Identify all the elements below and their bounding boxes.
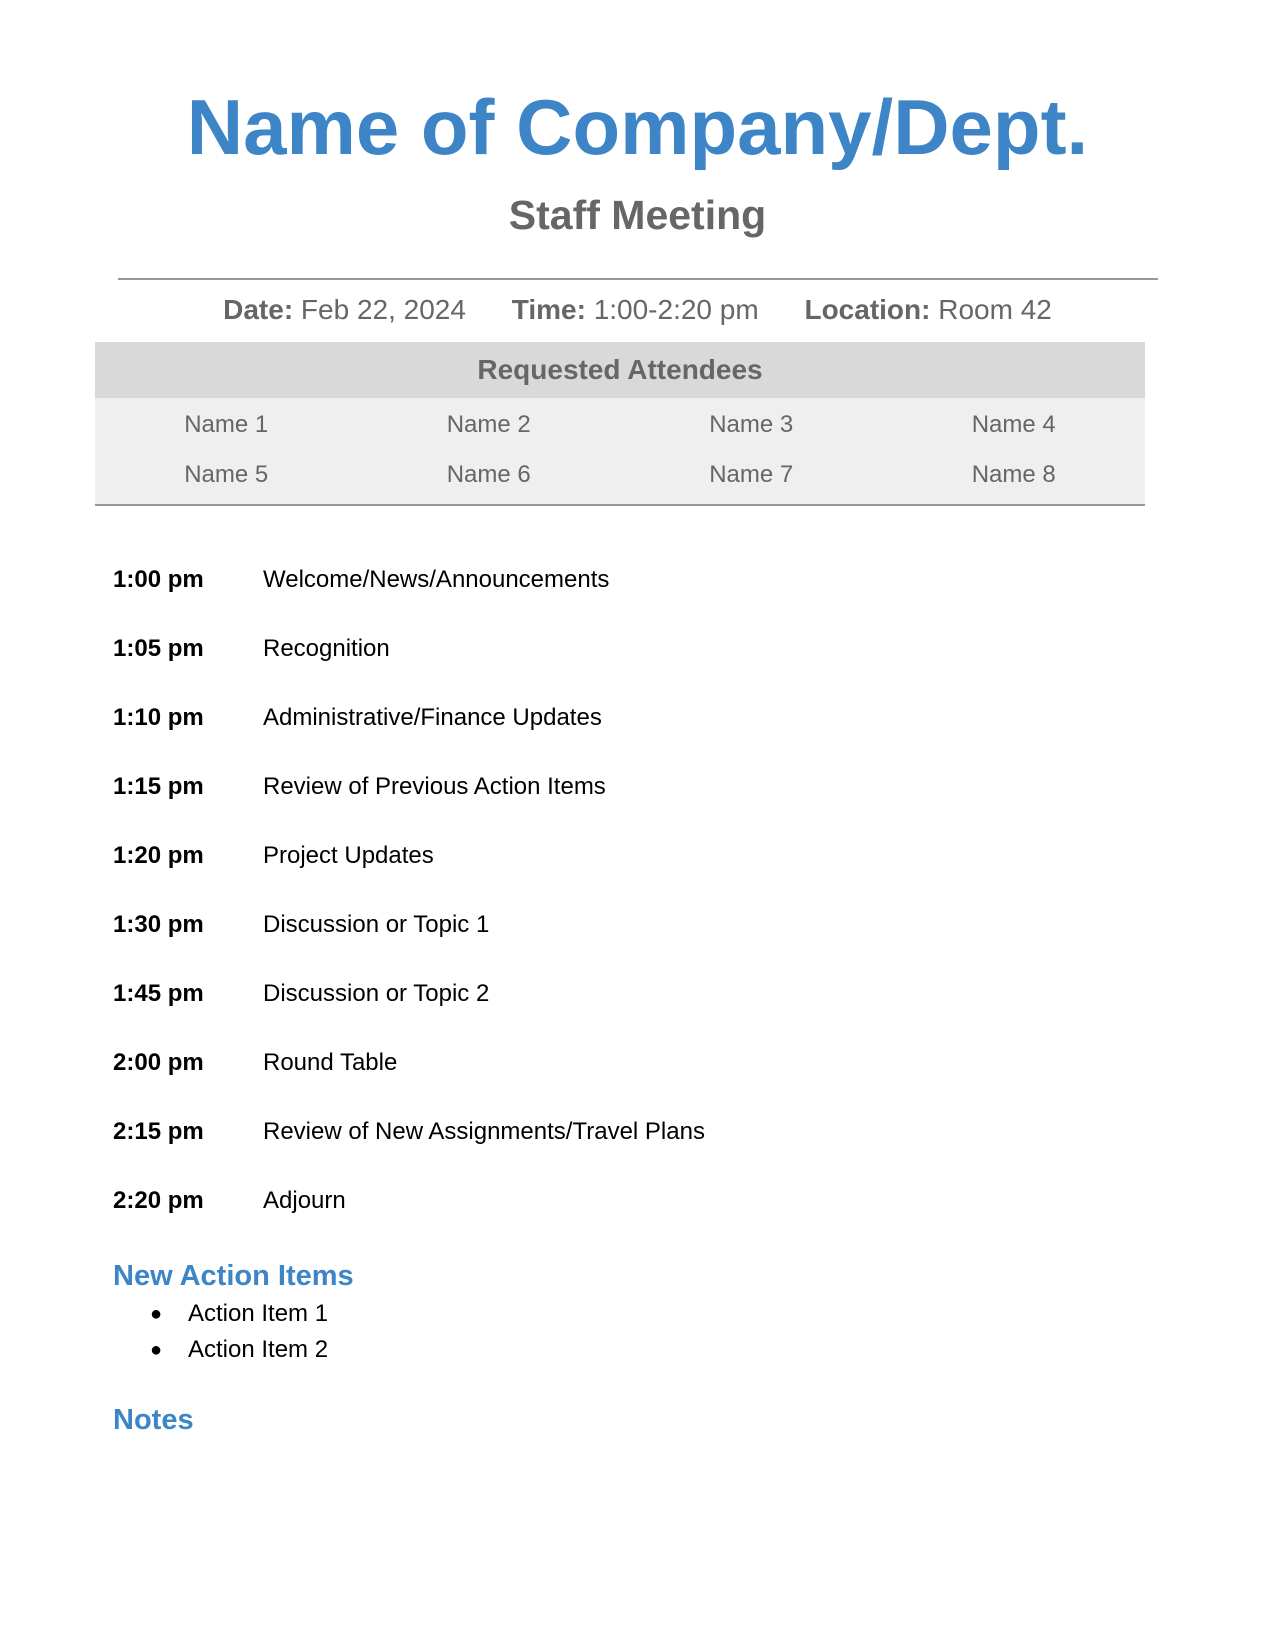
agenda-item: Adjourn [263, 1187, 346, 1214]
agenda-item: Welcome/News/Announcements [263, 566, 610, 593]
agenda-row [113, 1045, 1113, 1114]
location-field [804, 294, 1051, 325]
action-items-heading: New Action Items [113, 1260, 354, 1292]
attendee-name: Name 3 [709, 411, 794, 438]
company-title: Name of Company/Dept. [186, 83, 1089, 171]
agenda-time: 2:00 pm [113, 1049, 204, 1076]
agenda-time: 1:15 pm [113, 773, 204, 800]
attendees-heading: Requested Attendees [95, 342, 1145, 398]
agenda-time: 2:15 pm [113, 1118, 204, 1145]
bullet-icon: ● [150, 1339, 163, 1361]
attendee-name: Name 7 [709, 461, 794, 488]
agenda-item: Round Table [263, 1049, 398, 1076]
meeting-details [0, 292, 1275, 328]
attendee-name: Name 4 [971, 411, 1056, 438]
agenda-time: 1:30 pm [113, 911, 204, 938]
attendee-name: Name 5 [184, 461, 269, 488]
agenda-item: Discussion or Topic 2 [263, 980, 490, 1007]
time-value: 1:00-2:20 pm [593, 294, 759, 325]
date-label: Date: [223, 294, 294, 325]
agenda-row [113, 631, 1113, 700]
attendees-row [95, 400, 1145, 450]
agenda-row [113, 769, 1113, 838]
agenda-row [113, 700, 1113, 769]
notes-heading: Notes [113, 1404, 194, 1436]
agenda-time: 2:20 pm [113, 1187, 204, 1214]
agenda-item: Discussion or Topic 1 [263, 911, 490, 938]
agenda-row [113, 907, 1113, 976]
agenda-item: Project Updates [263, 842, 434, 869]
list-item [150, 1332, 328, 1368]
time-field [512, 294, 759, 325]
action-item-text: Action Item 2 [188, 1336, 329, 1363]
header-divider [118, 278, 1158, 280]
agenda-time: 1:20 pm [113, 842, 204, 869]
agenda-row [113, 562, 1113, 631]
agenda-row [113, 838, 1113, 907]
location-value: Room 42 [938, 294, 1052, 325]
attendee-name: Name 6 [446, 461, 531, 488]
agenda-time: 1:10 pm [113, 704, 204, 731]
agenda-time: 1:45 pm [113, 980, 204, 1007]
attendee-name: Name 1 [184, 411, 269, 438]
time-label: Time: [511, 294, 586, 325]
agenda-time: 1:05 pm [113, 635, 204, 662]
location-label: Location: [804, 294, 931, 325]
attendees-row [95, 450, 1145, 500]
agenda-row [113, 1183, 1113, 1252]
attendee-name: Name 8 [971, 461, 1056, 488]
agenda-item: Administrative/Finance Updates [263, 704, 602, 731]
date-value: Feb 22, 2024 [300, 294, 466, 325]
list-item [150, 1296, 328, 1332]
attendees-list [95, 398, 1145, 504]
date-field [223, 294, 466, 325]
bullet-icon: ● [150, 1303, 163, 1325]
attendee-name: Name 2 [446, 411, 531, 438]
agenda-time: 1:00 pm [113, 566, 204, 593]
agenda-list [113, 562, 1113, 1252]
action-item-text: Action Item 1 [188, 1300, 329, 1327]
agenda-item: Review of Previous Action Items [263, 773, 606, 800]
attendees-table [95, 342, 1145, 506]
agenda-item: Recognition [263, 635, 390, 662]
agenda-row [113, 976, 1113, 1045]
agenda-item: Review of New Assignments/Travel Plans [263, 1118, 705, 1145]
meeting-subtitle: Staff Meeting [508, 192, 767, 238]
action-items-list [150, 1296, 328, 1368]
agenda-row [113, 1114, 1113, 1183]
